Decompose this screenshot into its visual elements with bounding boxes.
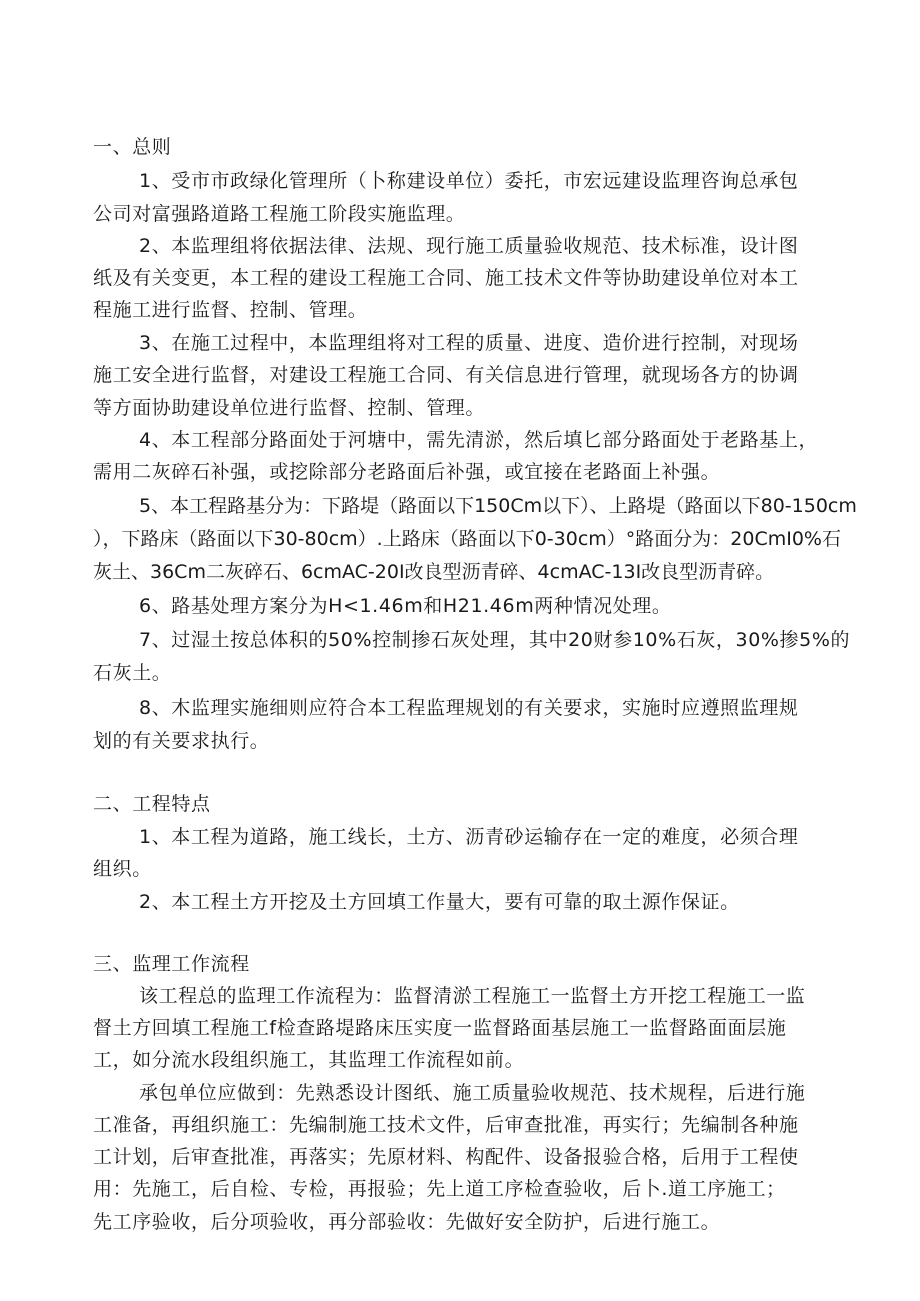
- paragraph-line: 灰土、36Cm二灰碎石、6cmAC-20I改良型沥青碎、4cmAC-13I改良型沥青碎。: [93, 561, 775, 583]
- paragraph-line: 划的有关要求执行。: [93, 730, 270, 752]
- paragraph-line: 1、受市市政绿化管理所（卜称建设单位）委托，市宏远建设监理咨询总承包: [139, 170, 799, 192]
- paragraph-line: 需用二灰碎石补强，或挖除部分老路面后补强，或宜接在老路面上补强。: [93, 461, 721, 483]
- paragraph-line: 石灰土。: [93, 662, 172, 684]
- paragraph-line: 组织。: [93, 858, 152, 880]
- paragraph-line: 2、本监理组将依据法律、法规、现行施工质量验收规范、技术标准，设计图: [139, 235, 799, 257]
- paragraph-line: 用：先施工，后自检、专检，再报验；先上道工序检查验收，后卜.道工序施工；: [93, 1178, 786, 1200]
- paragraph-line: 5、本工程路基分为：下路堤（路面以下150Cm以下）、上路堤（路面以下80-150cm: [139, 495, 857, 517]
- paragraph-line: 1、本工程为道路，施工线长，土方、沥青砂运输存在一定的难度，必须合理: [139, 826, 799, 848]
- paragraph-line: 3、在施工过程中，本监理组将对工程的质量、进度、造价进行控制，对现场: [139, 332, 799, 354]
- paragraph-line: 公司对富强路道路工程施工阶段实施监理。: [93, 203, 466, 225]
- paragraph-line: 工计划，后审查批准，再落实；先原材料、构配件、设备报验合格，后用于工程使: [93, 1146, 799, 1168]
- paragraph-line: 纸及有关变更，本工程的建设工程施工合同、施工技术文件等协助建设单位对本工: [93, 267, 799, 289]
- paragraph-line: 2、本工程土方开挖及土方回填工作量大，要有可靠的取土源作保证。: [139, 891, 740, 913]
- paragraph-line: 等方面协助建设单位进行监督、控制、管理。: [93, 397, 486, 419]
- section-heading-workflow: 三、监理工作流程: [93, 953, 250, 975]
- paragraph-line: 程施工进行监督、控制、管理。: [93, 299, 368, 321]
- paragraph-line: 督土方回填工程施工f检查路堤路床压实度一监督路面基层施工一监督路面面层施: [93, 1017, 787, 1039]
- section-heading-features: 二、工程特点: [93, 793, 211, 815]
- paragraph-line: 7、过湿土按总体积的50%控制掺石灰处理，其中20财参10%石灰，30%掺5%的: [139, 629, 851, 651]
- paragraph-line: 4、本工程部分路面处于河塘中，需先清淤，然后填匕部分路面处于老路基上，: [139, 429, 819, 451]
- paragraph-line: 工准备，再组织施工：先编制施工技术文件，后审查批准，再实行；先编制各种施: [93, 1114, 799, 1136]
- section-heading-general: 一、总则: [93, 136, 172, 158]
- paragraph-line: ），下路床（路面以下30-80cm）.上路床（路面以下0-30cm）°路面分为：20CmI0%石: [93, 528, 841, 550]
- paragraph-line: 8、木监理实施细则应符合本工程监理规划的有关要求，实施时应遵照监理规: [139, 697, 799, 719]
- paragraph-line: 先工序验收，后分项验收，再分部验收：先做好安全防护，后进行施工。: [93, 1211, 721, 1233]
- paragraph-line: 施工安全进行监督，对建设工程施工合同、有关信息进行管理，就现场各方的协调: [93, 364, 799, 386]
- paragraph-line: 承包单位应做到：先熟悉设计图纸、施工质量验收规范、技术规程，后进行施: [139, 1082, 806, 1104]
- paragraph-line: 6、路基处理方案分为H<1.46m和H21.46m两种情况处理。: [139, 595, 672, 617]
- paragraph-line: 该工程总的监理工作流程为：监督清淤工程施工一监督土方开挖工程施工一监: [139, 985, 806, 1007]
- paragraph-line: 工，如分流水段组织施工，其监理工作流程如前。: [93, 1049, 525, 1071]
